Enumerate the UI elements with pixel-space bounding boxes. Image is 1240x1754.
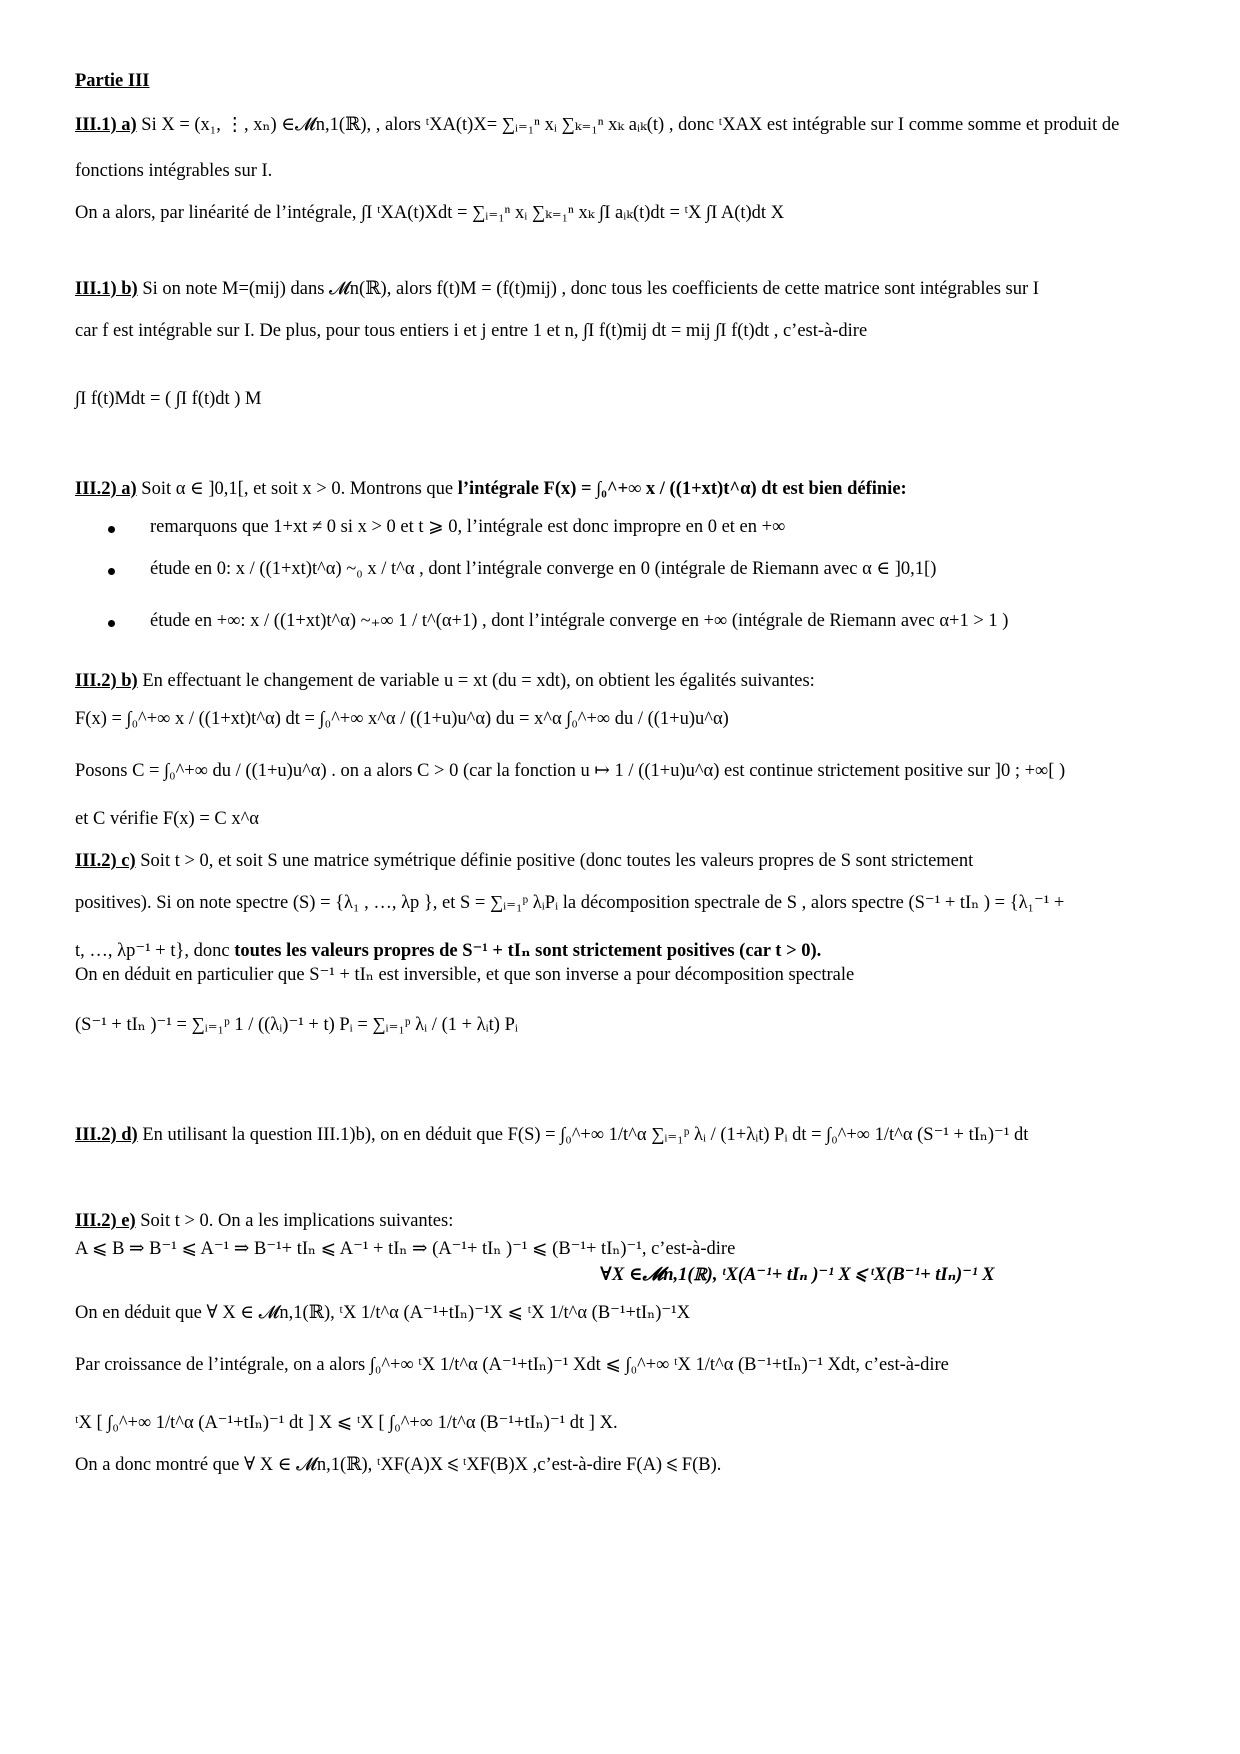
section-2b-line-2: F(x) = ∫₀^+∞ x / ((1+xt)t^α) dt = ∫₀^+∞ x^α / ((1+u)u^α) du = x^α ∫₀^+∞ du / ((1+u)u^α) bbox=[75, 709, 729, 729]
section-1b-label: III.1) b) bbox=[75, 279, 138, 299]
section-2a-text-1: Soit α ∈ ]0,1[, et soit x > 0. Montrons que bbox=[141, 479, 454, 499]
section-2e-line-2: A ⩽ B ⇒ B⁻¹ ⩽ A⁻¹ ⇒ B⁻¹+ tIₙ ⩽ A⁻¹ + tIₙ ⇒ (A⁻¹+ tIₙ )⁻¹ ⩽ (B⁻¹+ tIₙ)⁻¹, c’est-à-dire bbox=[75, 1239, 736, 1259]
section-1b-line-1 bbox=[75, 276, 1180, 302]
section-2a-bullet-3: étude en +∞: x / ((1+xt)t^α) ~₊∞ 1 / t^(α+1) , dont l’intégrale converge en +∞ (intégrale de Riemann avec α+1 > 1 ) bbox=[150, 611, 1009, 631]
section-2c-line-4: On en déduit en particulier que S⁻¹ + tIₙ est inversible, et que son inverse a pour décomposition spectrale bbox=[75, 965, 855, 985]
section-2c-line-5: (S⁻¹ + tIₙ )⁻¹ = ∑ᵢ₌₁ᵖ 1 / ((λᵢ)⁻¹ + t) Pᵢ = ∑ᵢ₌₁ᵖ λᵢ / (1 + λᵢt) Pᵢ bbox=[75, 1015, 518, 1035]
section-2a-label: III.2) a) bbox=[75, 479, 137, 499]
section-1b-line-3: ∫I f(t)Mdt = ( ∫I f(t)dt ) M bbox=[75, 389, 262, 409]
section-1a-label: III.1) a) bbox=[75, 115, 137, 135]
section-2b-line-3: Posons C = ∫₀^+∞ du / ((1+u)u^α) . on a alors C > 0 (car la fonction u ↦ 1 / ((1+u)u^α) est continue strictement positive sur ]0 ; +∞[ ) bbox=[75, 761, 1066, 781]
section-2e-line-4: On en déduit que ∀ X ∈ 𝓜n,1(ℝ), ᵗX 1/t^α (A⁻¹+tIₙ)⁻¹X ⩽ ᵗX 1/t^α (B⁻¹+tIₙ)⁻¹X bbox=[75, 1303, 691, 1323]
part-title: Partie III bbox=[75, 71, 150, 91]
section-2d-label: III.2) d) bbox=[75, 1125, 138, 1145]
section-2c-label: III.2) c) bbox=[75, 851, 136, 871]
section-2c-text-1: Soit t > 0, et soit S une matrice symétrique définie positive (donc toutes les valeurs propres de S sont strictement bbox=[140, 851, 974, 871]
section-1a-text-1: Si X = (x₁, ⋮, xₙ) ∈𝓜n,1(ℝ), , alors ᵗXA(t)X= ∑ᵢ₌₁ⁿ xᵢ ∑ₖ₌₁ⁿ xₖ aᵢₖ(t) , donc ᵗXAX est intégrable sur I comme somme et produit de bbox=[141, 115, 1120, 135]
section-2e-line-1 bbox=[75, 1208, 1180, 1234]
section-2b-label: III.2) b) bbox=[75, 671, 138, 691]
section-2c-text-3a: t, …, λp⁻¹ + t}, donc bbox=[75, 941, 230, 961]
section-1a-line-2: fonctions intégrables sur I. bbox=[75, 161, 273, 181]
section-2c-line-3 bbox=[75, 938, 1180, 964]
section-2e-line-7: On a donc montré que ∀ X ∈ 𝓜n,1(ℝ), ᵗXF(A)X ⩽ ᵗXF(B)X ,c’est-à-dire F(A) ⩽ F(B). bbox=[75, 1455, 722, 1475]
section-2a-line-1 bbox=[75, 476, 1180, 502]
section-2c-text-3b: toutes les valeurs propres de S⁻¹ + tIₙ sont strictement positives (car t > 0). bbox=[234, 941, 822, 961]
section-2e-line-5: Par croissance de l’intégrale, on a alors ∫₀^+∞ ᵗX 1/t^α (A⁻¹+tIₙ)⁻¹ Xdt ⩽ ∫₀^+∞ ᵗX 1/t^α (B⁻¹+tIₙ)⁻¹ Xdt, c’est-à-dire bbox=[75, 1355, 949, 1375]
section-2d-line-1 bbox=[75, 1122, 1180, 1148]
bullet-icon bbox=[108, 518, 118, 528]
section-2c-line-2: positives). Si on note spectre (S) = {λ₁ , …, λp }, et S = ∑ᵢ₌₁ᵖ λᵢPᵢ la décomposition spectrale de S , alors spectre (S⁻¹ + tIₙ ) = {λ₁⁻¹ + bbox=[75, 893, 1065, 913]
section-2e-label: III.2) e) bbox=[75, 1211, 136, 1231]
section-2a-bullet-2: étude en 0: x / ((1+xt)t^α) ~₀ x / t^α , dont l’intégrale converge en 0 (intégrale de Riemann avec α ∈ ]0,1[) bbox=[150, 559, 937, 579]
section-2a-text-1-bold: l’intégrale F(x) = ∫₀^+∞ x / ((1+xt)t^α) dt est bien définie: bbox=[457, 479, 907, 499]
section-1b-line-2: car f est intégrable sur I. De plus, pour tous entiers i et j entre 1 et n, ∫I f(t)mij dt = mij ∫I f(t)dt , c’est-à-dire bbox=[75, 321, 868, 341]
section-2c-line-1 bbox=[75, 848, 1180, 874]
section-1a-line-3: On a alors, par linéarité de l’intégrale, ∫I ᵗXA(t)Xdt = ∑ᵢ₌₁ⁿ xᵢ ∑ₖ₌₁ⁿ xₖ ∫I aᵢₖ(t)dt = ᵗX ∫I A(t)dt X bbox=[75, 203, 785, 223]
section-2e-line-3: ∀X ∈𝓜n,1(ℝ), ᵗX(A⁻¹+ tIₙ )⁻¹ X ⩽ ᵗX(B⁻¹+ tIₙ)⁻¹ X bbox=[600, 1265, 995, 1285]
section-1a-line-1 bbox=[75, 112, 1180, 138]
bullet-icon bbox=[108, 612, 118, 622]
section-2e-line-6: ᵗX [ ∫₀^+∞ 1/t^α (A⁻¹+tIₙ)⁻¹ dt ] X ⩽ ᵗX [ ∫₀^+∞ 1/t^α (B⁻¹+tIₙ)⁻¹ dt ] X. bbox=[75, 1413, 618, 1433]
section-2a-bullet-1: remarquons que 1+xt ≠ 0 si x > 0 et t ⩾ 0, l’intégrale est donc impropre en 0 et en +∞ bbox=[150, 517, 786, 537]
section-2d-text-1: En utilisant la question III.1)b), on en déduit que F(S) = ∫₀^+∞ 1/t^α ∑ᵢ₌₁ᵖ λᵢ / (1+λᵢt) Pᵢ dt = ∫₀^+∞ 1/t^α (S⁻¹ + tIₙ)⁻¹ dt bbox=[142, 1125, 1029, 1145]
bullet-icon bbox=[108, 560, 118, 570]
section-2b-text-1: En effectuant le changement de variable u = xt (du = xdt), on obtient les égalités suivantes: bbox=[142, 671, 815, 691]
section-2b-line-4: et C vérifie F(x) = C x^α bbox=[75, 809, 259, 829]
section-2e-text-1: Soit t > 0. On a les implications suivantes: bbox=[140, 1211, 454, 1231]
section-2b-line-1 bbox=[75, 668, 1180, 694]
section-1b-text-1: Si on note M=(mij) dans 𝓜n(ℝ), alors f(t)M = (f(t)mij) , donc tous les coefficients de cette matrice sont intégrables sur I bbox=[142, 279, 1039, 299]
